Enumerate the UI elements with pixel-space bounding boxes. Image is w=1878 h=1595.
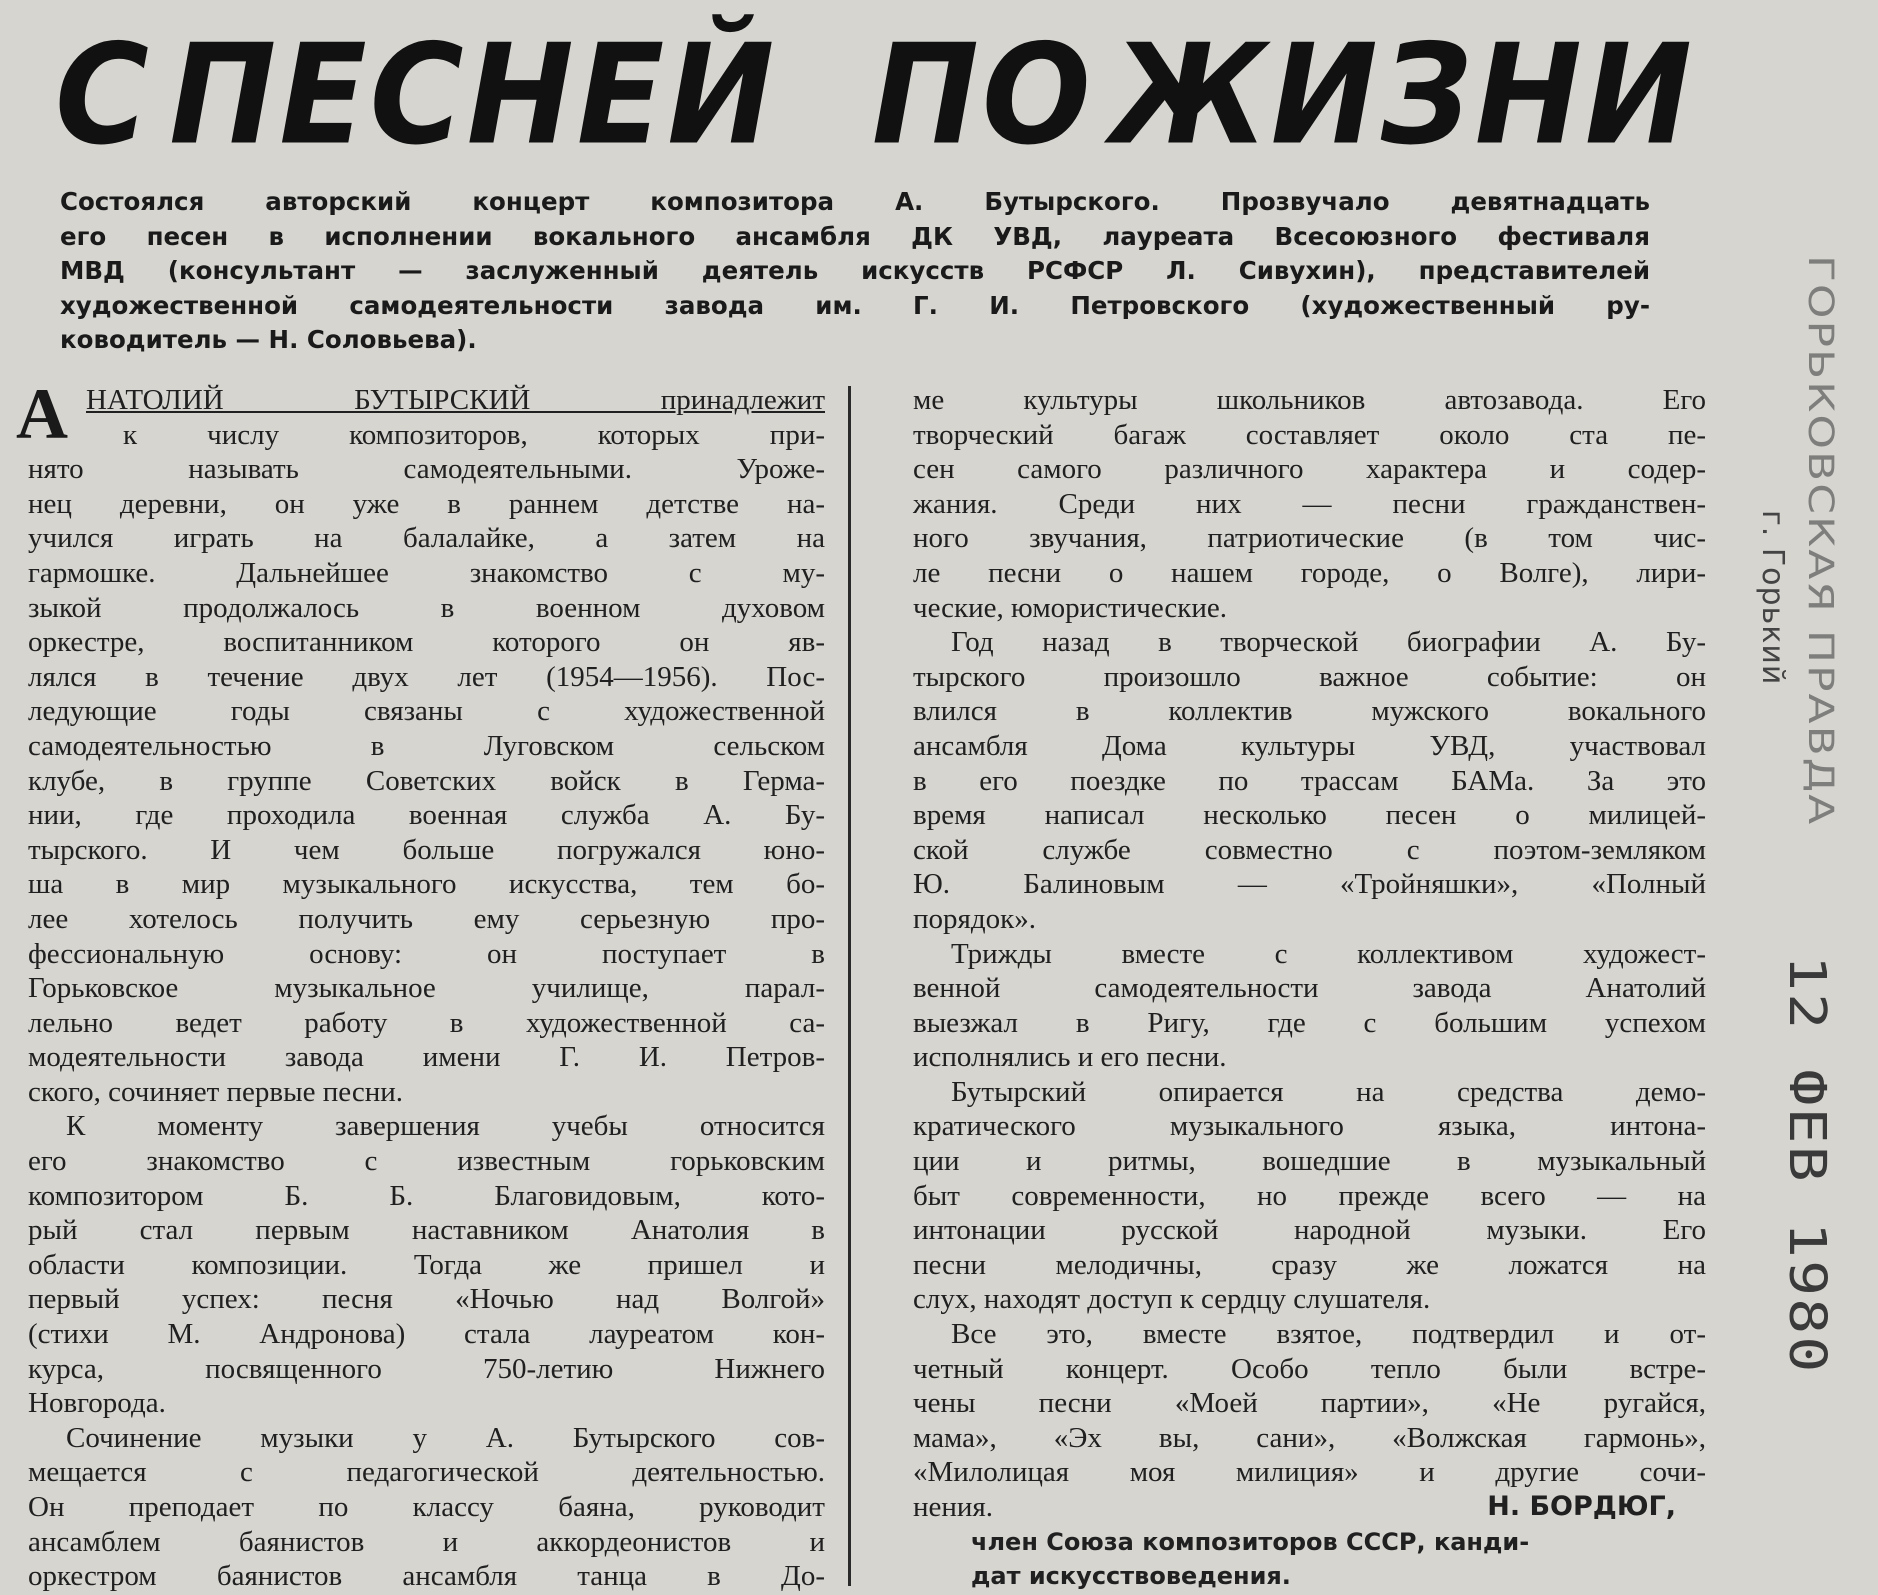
text-line: ции и ритмы, вошедшие в музыкальный — [913, 1145, 1706, 1178]
text-line: (стихи М. Андронова) стала лауреатом кон- — [28, 1318, 825, 1351]
text-line: выезжал в Ригу, где с большим успехом — [913, 1006, 1706, 1039]
text-line: модеятельности завода имени Г. И. Петров- — [28, 1041, 825, 1074]
text-line: Все это, вместе взятое, подтвердил и от- — [951, 1318, 1706, 1351]
text-line: песни мелодичны, сразу же ложатся на — [913, 1248, 1706, 1281]
text-line: творческий багаж составляет около ста пе- — [913, 418, 1706, 451]
text-line: тырского произошло важное событие: он — [913, 660, 1706, 693]
text-line: Горьковское музыкальное училище, парал- — [28, 972, 825, 1005]
lead-paragraph — [60, 185, 1650, 358]
text-line: клубе, в группе Советских войск в Герма- — [28, 764, 825, 797]
text-line: Трижды вместе с коллективом художест- — [951, 937, 1706, 970]
text-line: в его поездке по трассам БАМа. За это — [913, 764, 1706, 797]
text-line: мама», «Эх вы, сани», «Волжская гармонь», — [913, 1421, 1706, 1454]
lead-line: художественной самодеятельности завода им. Г. И. Петровского (художественный ру- — [60, 290, 1650, 320]
text-line: первый успех: песня «Ночью над Волгой» — [28, 1283, 825, 1316]
text-line: его знакомство с известным горьковским — [28, 1145, 825, 1178]
text-line: ской службе совместно с поэтом-земляком — [913, 833, 1706, 866]
text-line: ского, сочиняет первые песни. — [28, 1075, 404, 1108]
text-line: ша в мир музыкального искусства, тем бо- — [28, 868, 825, 901]
text-line: гармошке. Дальнейшее знакомство с му- — [28, 556, 825, 589]
text-line: ансамблем баянистов и аккордеонистов и — [28, 1525, 825, 1558]
text-line: интонации русской народной музыки. Его — [913, 1214, 1706, 1247]
text-line: Бутырский опирается на средства демо- — [951, 1075, 1706, 1108]
text-line: ного звучания, патриотические (в том чис- — [913, 522, 1706, 555]
text-line: фессиональную основу: он поступает в — [28, 937, 825, 970]
text-line: четный концерт. Особо тепло были встре- — [913, 1352, 1706, 1385]
text-line: венной самодеятельности завода Анатолий — [913, 972, 1706, 1005]
text-line: ле песни о нашем городе, о Волге), лири- — [913, 556, 1706, 589]
author-credentials: дат искусствоведения. — [971, 1562, 1291, 1591]
text-line: «Милолицая моя милиция» и другие сочи- — [913, 1456, 1706, 1489]
headline-word: ПО — [871, 15, 1094, 176]
signature-line — [913, 1490, 1706, 1525]
text-line: порядок». — [913, 902, 1036, 935]
headline — [55, 12, 1695, 179]
text-line: К моменту завершения учебы относится — [66, 1110, 825, 1143]
text-line: лялся в течение двух лет (1954—1956). Пос- — [28, 660, 825, 693]
newspaper-stamp: ГОРЬКОВСКАЯ ПРАВДА — [1800, 255, 1841, 827]
text-line: сен самого различного характера и содер- — [913, 453, 1706, 486]
text-line: зыкой продолжалось в военном духовом — [28, 591, 825, 624]
author-credentials: член Союза композиторов СССР, канди- — [971, 1527, 1530, 1556]
text-line: нения. — [913, 1491, 994, 1523]
text-line: слух, находят доступ к сердцу слушателя. — [913, 1283, 1431, 1316]
text-line: Он преподает по классу баяна, руководит — [28, 1491, 825, 1523]
text-line: ансамбля Дома культуры УВД, участвовал — [913, 729, 1706, 762]
text-line: мещается с педагогической деятельностью. — [28, 1456, 825, 1489]
drop-cap: А — [16, 374, 68, 454]
text-line: быт современности, но прежде всего — на — [913, 1179, 1706, 1212]
text-line: курса, посвященного 750-летию Нижнего — [28, 1352, 825, 1385]
text-line: нии, где проходила военная служба А. Бу- — [28, 799, 825, 832]
lead-line: его песен в исполнении вокального ансамбля ДК УВД, лауреата Всесоюзного фестиваля — [60, 221, 1650, 251]
text-line: Ю. Балиновым — «Тройняшки», «Полный — [913, 868, 1706, 901]
column-divider — [848, 386, 851, 1586]
text-line: к числу композиторов, которых при- — [123, 418, 825, 451]
text-line: жания. Среди них — песни гражданствен- — [913, 487, 1706, 520]
date-stamp: 12 ФЕВ 1980 — [1777, 955, 1837, 1375]
lead-line: ководитель — Н. Соловьева). — [60, 325, 477, 354]
text-line: исполнялись и его песни. — [913, 1041, 1227, 1074]
text-line: влился в коллектив мужского вокального — [913, 695, 1706, 728]
text-line: ледующие годы связаны с художественной — [28, 695, 825, 728]
headline-word: ЖИЗНИ — [1111, 15, 1695, 176]
lead-line: МВД (консультант — заслуженный деятель искусств РСФСР Л. Сивухин), представителей — [60, 256, 1650, 285]
text-line: самодеятельностью в Луговском сельском — [28, 729, 825, 762]
text-line: учился играть на балалайке, а затем на — [28, 522, 825, 555]
text-line: нец деревни, он уже в раннем детстве на- — [28, 487, 825, 520]
article-column-right — [913, 383, 1706, 1594]
headline-word: ПЕСНЕЙ — [169, 15, 778, 176]
text-line: время написал несколько песен о милицей- — [913, 799, 1706, 832]
city-stamp: г. Горький — [1755, 510, 1790, 686]
text-line: лельно ведет работу в художественной са- — [28, 1006, 825, 1039]
text-line: ческие, юмористические. — [913, 591, 1228, 624]
text-line: нято называть самодеятельными. Уроже- — [28, 453, 825, 486]
text-line: НАТОЛИЙ БУТЫРСКИЙ принадлежит — [86, 384, 825, 416]
text-line: чены песни «Моей партии», «Не ругайся, — [913, 1387, 1706, 1420]
text-line: рый стал первым наставником Анатолия в — [28, 1214, 825, 1247]
article-column-left — [28, 383, 825, 1594]
text-line: ме культуры школьников автозавода. Его — [913, 384, 1706, 416]
text-line: тырского. И чем больше погружался юно- — [28, 833, 825, 866]
text-line: кратического музыкального языка, интона- — [913, 1110, 1706, 1143]
text-line: оркестре, воспитанником которого он яв- — [28, 626, 825, 659]
author-name: Н. БОРДЮГ, — [1487, 1491, 1676, 1522]
lead-line: Состоялся авторский концерт композитора А. Бутырского. Прозвучало девятнадцать — [60, 187, 1650, 216]
text-line: Новгорода. — [28, 1387, 166, 1420]
text-line: области композиции. Тогда же пришел и — [28, 1248, 825, 1281]
text-line: композитором Б. Б. Благовидовым, кото- — [28, 1179, 825, 1212]
text-line: лее хотелось получить ему серьезную про- — [28, 902, 825, 935]
text-line: оркестром баянистов ансамбля танца в До- — [28, 1560, 825, 1593]
headline-word: С — [55, 15, 152, 176]
text-line: Год назад в творческой биографии А. Бу- — [951, 626, 1706, 659]
text-line: Сочинение музыки у А. Бутырского сов- — [66, 1421, 825, 1454]
